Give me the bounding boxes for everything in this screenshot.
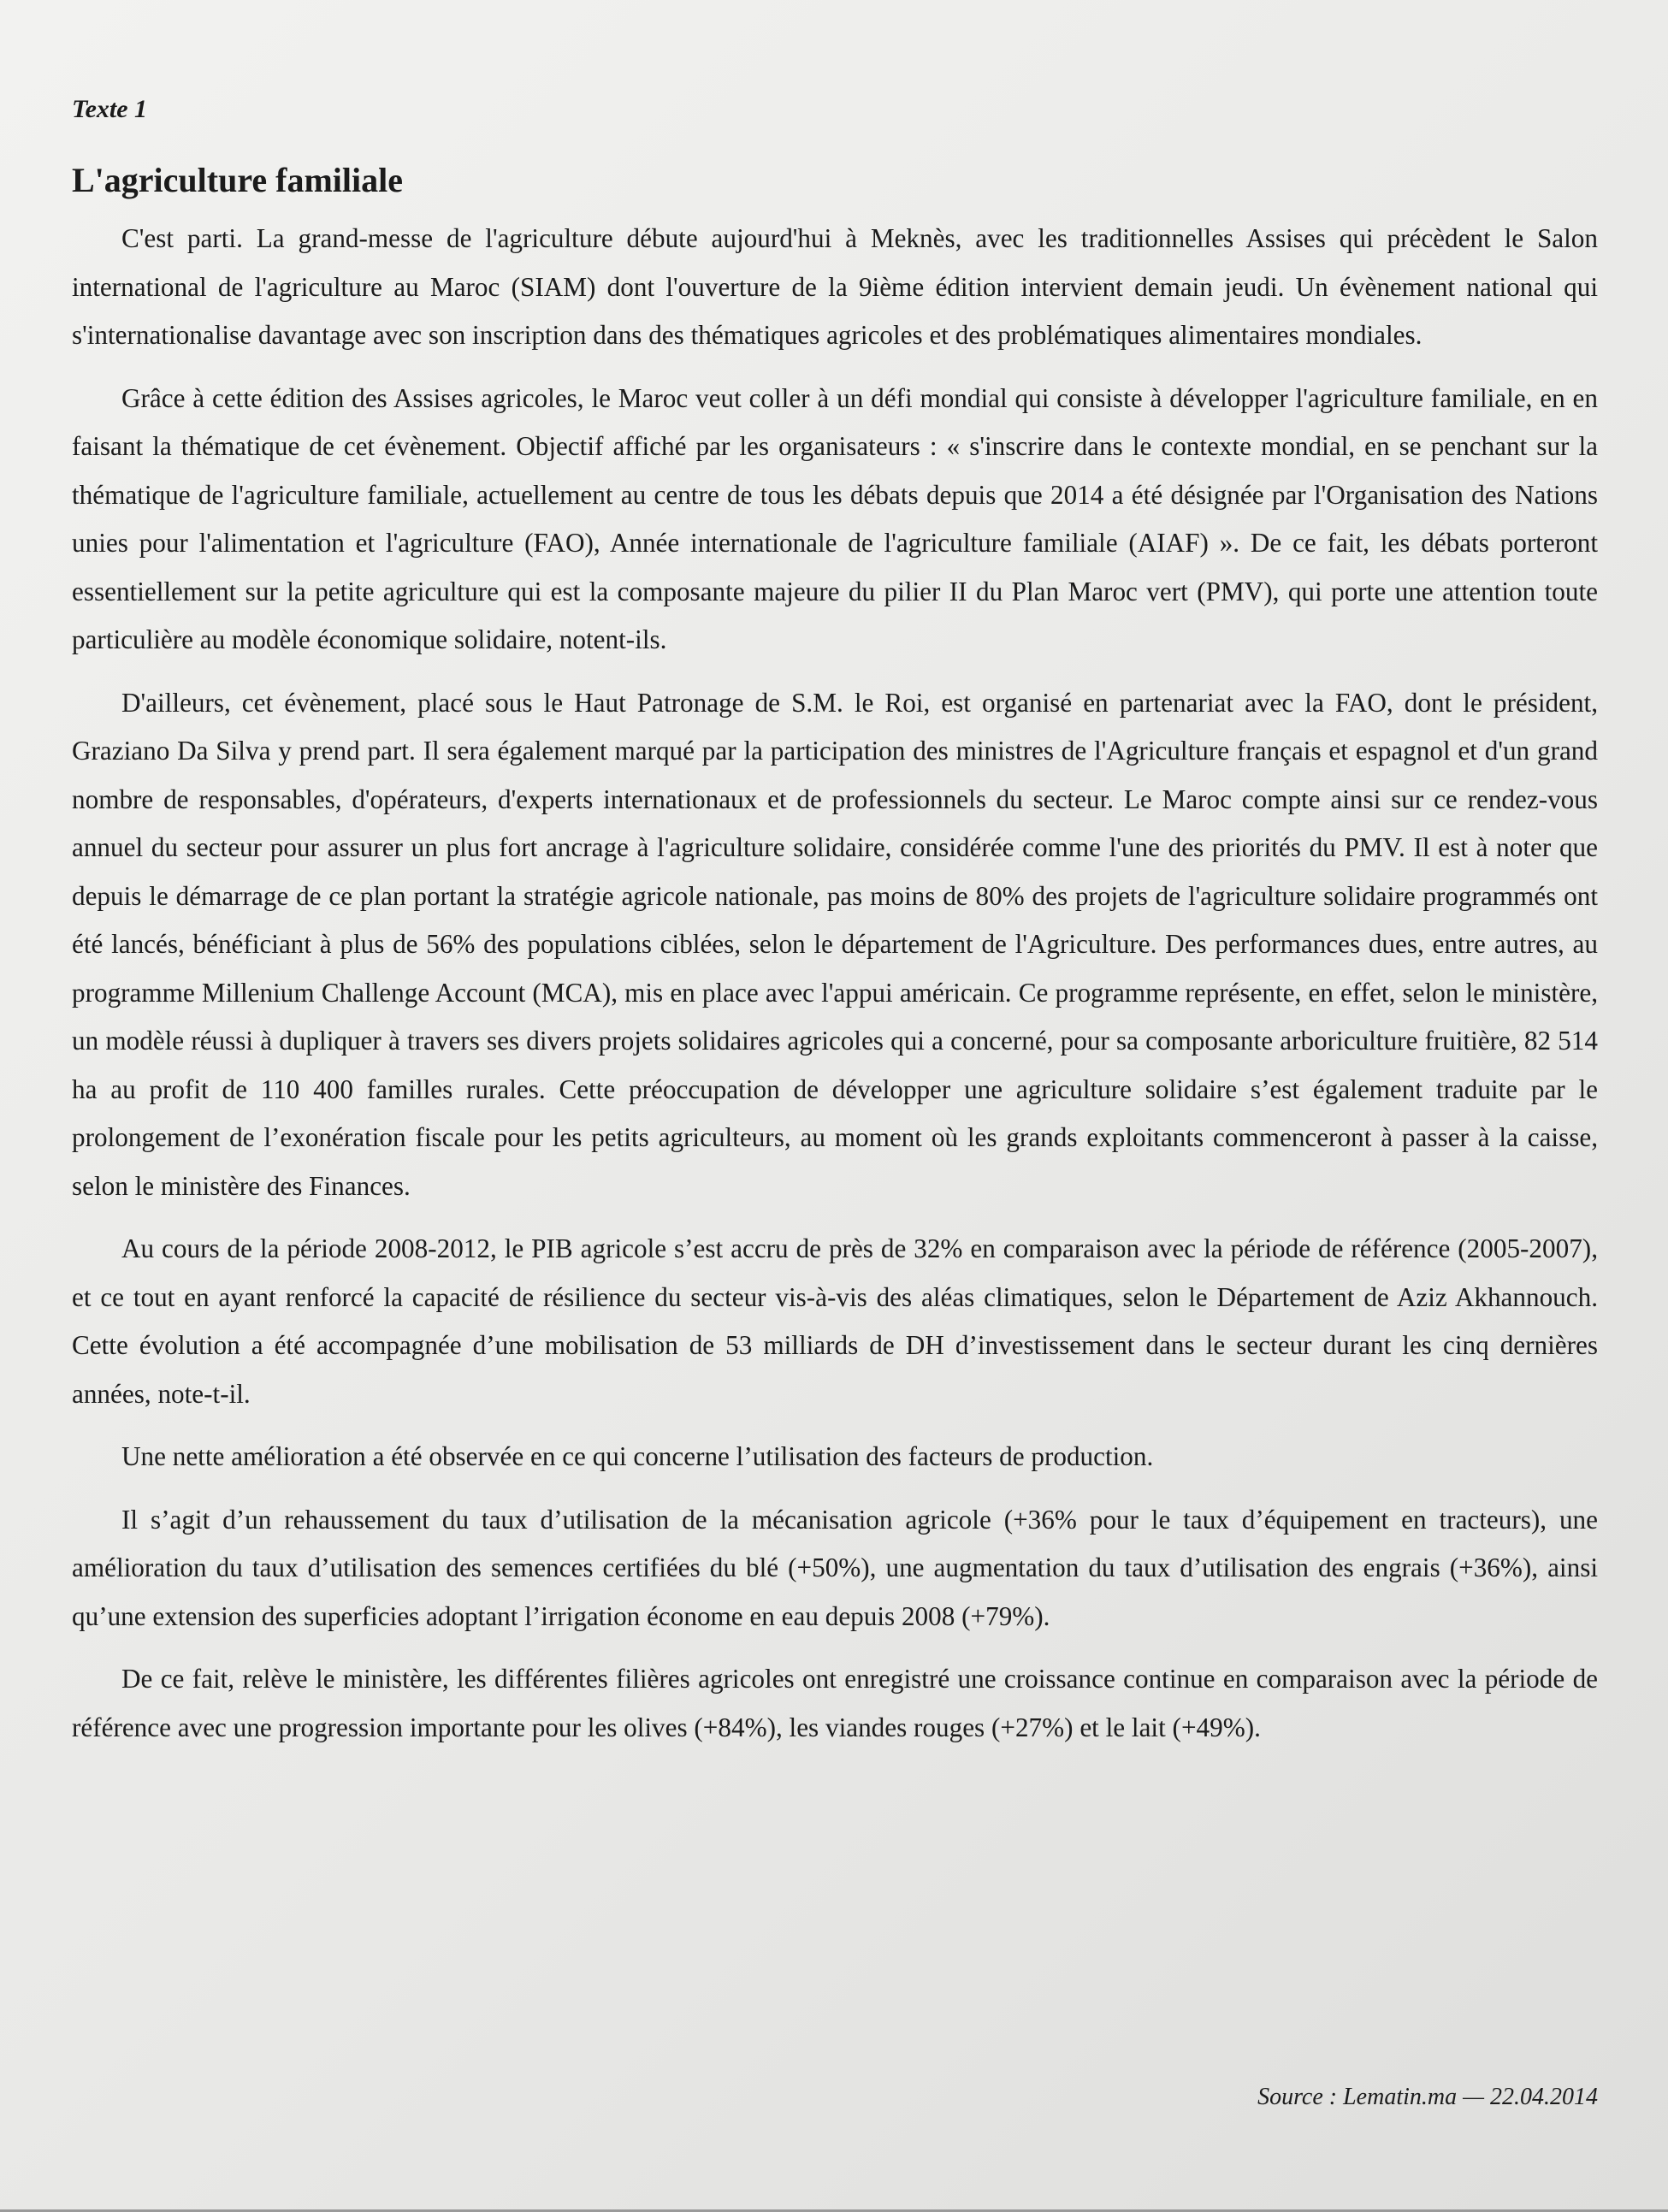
paragraph-6: Il s’agit d’un rehaussement du taux d’utilisation de la mécanisation agricole (+36% pour le taux d’équipement en tracteurs), une amélioration du taux d’utilisation des semences certifiées du blé (+50%), une augmentation du taux d’utilisation des engrais (+36%), ainsi qu’une extension des superficies adoptant l’irrigation économe en eau depuis 2008 (+79%). bbox=[72, 1504, 1598, 1631]
text-number-label: Texte 1 bbox=[72, 95, 148, 123]
article-body bbox=[72, 215, 1598, 1766]
paragraph-3: D'ailleurs, cet évènement, placé sous le Haut Patronage de S.M. le Roi, est organisé en partenariat avec la FAO, dont le président, Graziano Da Silva y prend part. Il sera également marqué par la participation des ministres de l'Agriculture français et espagnol et d'un grand nombre de responsables, d'opérateurs, d'experts internationaux et de professionnels du secteur. Le Maroc compte ainsi sur ce rendez-vous annuel du secteur pour assurer un plus fort ancrage à l'agriculture solidaire, considérée comme l'une des priorités du PMV. Il est à noter que depuis le démarrage de ce plan portant la stratégie agricole nationale, pas moins de 80% des projets de l'agriculture solidaire programmés ont été lancés, bénéficiant à plus de 56% des populations ciblées, selon le département de l'Agriculture. Des performances dues, entre autres, au programme Millenium Challenge Account (MCA), mis en place avec l'appui américain. Ce programme représente, en effet, selon le ministère, un modèle réussi à dupliquer à travers ses divers projets solidaires agricoles qui a concerné, pour sa composante arboriculture fruitière, 82 514 ha au profit de 110 400 familles rurales. Cette préoccupation de développer une agriculture solidaire s’est également traduite par le prolongement de l’exonération fiscale pour les petits agriculteurs, au moment où les grands exploitants commenceront à passer à la caisse, selon le ministère des Finances. bbox=[72, 687, 1598, 1201]
paragraph-7: De ce fait, relève le ministère, les différentes filières agricoles ont enregistré une croissance continue en comparaison avec la période de référence avec une progression importante pour les olives (+84%), les viandes rouges (+27%) et le lait (+49%). bbox=[72, 1664, 1598, 1742]
paragraph-4: Au cours de la période 2008-2012, le PIB agricole s’est accru de près de 32% en comparaison avec la période de référence (2005-2007), et ce tout en ayant renforcé la capacité de résilience du secteur vis-à-vis des aléas climatiques, selon le Département de Aziz Akhannouch. Cette évolution a été accompagnée d’une mobilisation de 53 milliards de DH d’investissement dans le secteur durant les cinq dernières années, note-t-il. bbox=[72, 1233, 1598, 1409]
paragraph-2: Grâce à cette édition des Assises agricoles, le Maroc veut coller à un défi mondial qui consiste à développer l'agriculture familiale, en en faisant la thématique de cet évènement. Objectif affiché par les organisateurs : « s'inscrire dans le contexte mondial, en se penchant sur la thématique de l'agriculture familiale, actuellement au centre de tous les débats depuis que 2014 a été désignée par l'Organisation des Nations unies pour l'alimentation et l'agriculture (FAO), Année internationale de l'agriculture familiale (AIAF) ». De ce fait, les débats porteront essentiellement sur la petite agriculture qui est la composante majeure du pilier II du Plan Maroc vert (PMV), qui porte une attention toute particulière au modèle économique solidaire, notent-ils. bbox=[72, 382, 1598, 654]
paragraph-5: Une nette amélioration a été observée en ce qui concerne l’utilisation des facteurs de production. bbox=[121, 1441, 1154, 1471]
document-title: L'agriculture familiale bbox=[72, 161, 403, 199]
source-citation: Source : Lematin.ma — 22.04.2014 bbox=[1257, 2084, 1598, 2110]
paragraph-1: C'est parti. La grand-messe de l'agriculture débute aujourd'hui à Meknès, avec les traditionnelles Assises qui précèdent le Salon international de l'agriculture au Maroc (SIAM) dont l'ouverture de la 9ième édition intervient demain jeudi. Un évènement national qui s'internationalise davantage avec son inscription dans des thématiques agricoles et des problématiques alimentaires mondiales. bbox=[72, 223, 1598, 350]
